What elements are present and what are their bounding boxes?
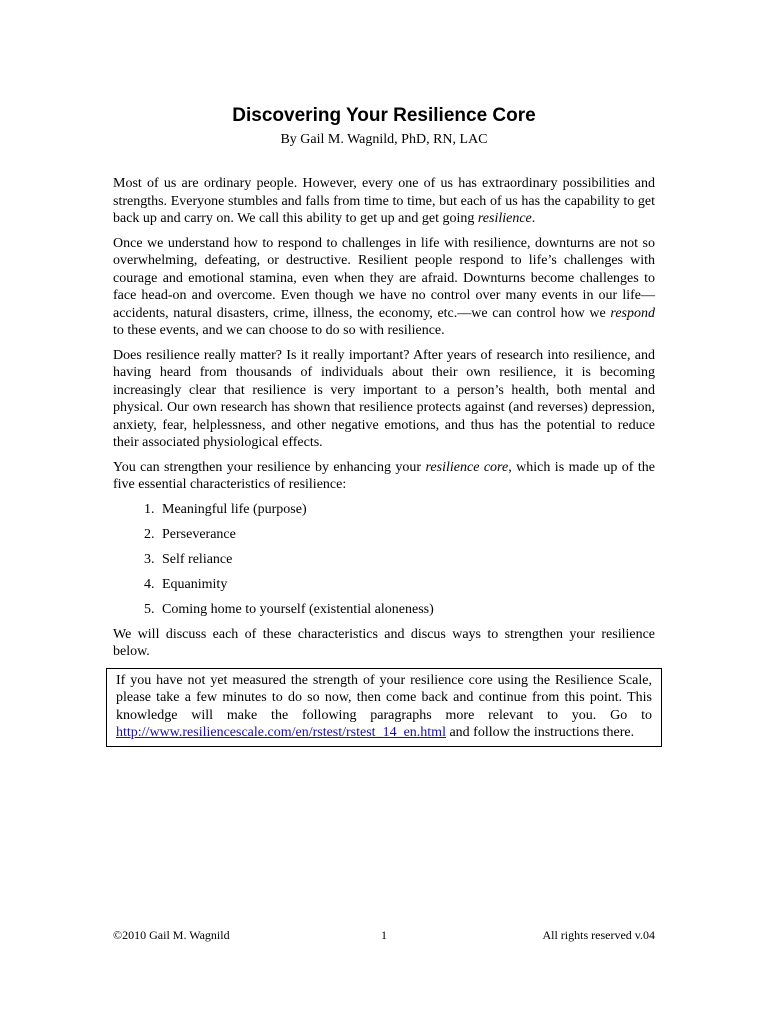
emphasis-respond: respond (610, 305, 655, 321)
list-item: 5. Coming home to yourself (existential aloneness) (158, 601, 655, 619)
emphasis-resilience-core: resilience core (425, 459, 509, 475)
list-item: 1. Meaningful life (purpose) (158, 501, 655, 519)
footer-rights: All rights reserved v.04 (542, 928, 655, 942)
paragraph-intro (113, 175, 655, 228)
body-content (113, 175, 655, 747)
paragraph-respond-end: to these events, and we can choose to do so with resilience. (113, 323, 445, 338)
paragraph-intro-text: Most of us are ordinary people. However, every one of us has extraordinary possibilities and strengths. Everyone stumbles and falls from time to time, but each of us has the capability to get back up and carry on. We call this ability to get up and get going (113, 176, 655, 226)
paragraph-intro-end: . (531, 211, 536, 226)
list-item: 2. Perseverance (158, 526, 655, 544)
callout-end: and follow the instructions there. (449, 725, 635, 740)
paragraph-matter: Does resilience really matter? Is it really important? After years of research into resilience, and having heard from thousands of individuals about their own resilience, it is becoming increasingly clear that resilience is very important to a person’s health, both mental and physical. Our own research has shown that resilience protects against (and reverses) depression, anxiety, fear, helplessness, and other negative emotions, and thus has the potential to reduce their associated physiological effects. (113, 347, 655, 450)
paragraph-respond (113, 235, 655, 340)
page-title: Discovering Your Resilience Core (232, 105, 536, 126)
resilience-scale-link[interactable]: http://www.resiliencescale.com/en/rstest/rstest_14_en.html (116, 725, 446, 740)
paragraph-discuss: We will discuss each of these characteristics and discus ways to strengthen your resilience below. (113, 626, 655, 659)
paragraph-core (113, 459, 655, 494)
footer-page-number: 1 (381, 928, 387, 942)
callout-box (106, 668, 662, 747)
list-item: 4. Equanimity (158, 576, 655, 594)
characteristics-list (113, 501, 655, 619)
footer-copyright: ©2010 Gail M. Wagnild (113, 928, 230, 942)
paragraph-core-text: You can strengthen your resilience by enhancing your (113, 459, 422, 475)
emphasis-resilience: resilience (477, 211, 532, 226)
list-item: 3. Self reliance (158, 551, 655, 569)
paragraph-respond-text: Once we understand how to respond to challenges in life with resilience, downturns are not so overwhelming, defeating, or destructive. Resilient people respond to life’s challenges with courage and emotional stamina, even when they are afraid. Downturns become challenges to face head-on and overcome. Even though we have no control over many events in our life—accidents, natural disasters, crime, illness, the economy, etc.—we can control how we (113, 235, 655, 321)
callout-text: If you have not yet measured the strength of your resilience core using the Resilience Scale, please take a few minutes to do so now, then come back and continue from this point. This knowledge will make the following paragraphs more relevant to you. Go to (116, 672, 652, 723)
paragraph-core-end: , which is made up of the five essential characteristics of resilience: (113, 459, 655, 492)
author-byline: By Gail M. Wagnild, PhD, RN, LAC (280, 132, 488, 147)
